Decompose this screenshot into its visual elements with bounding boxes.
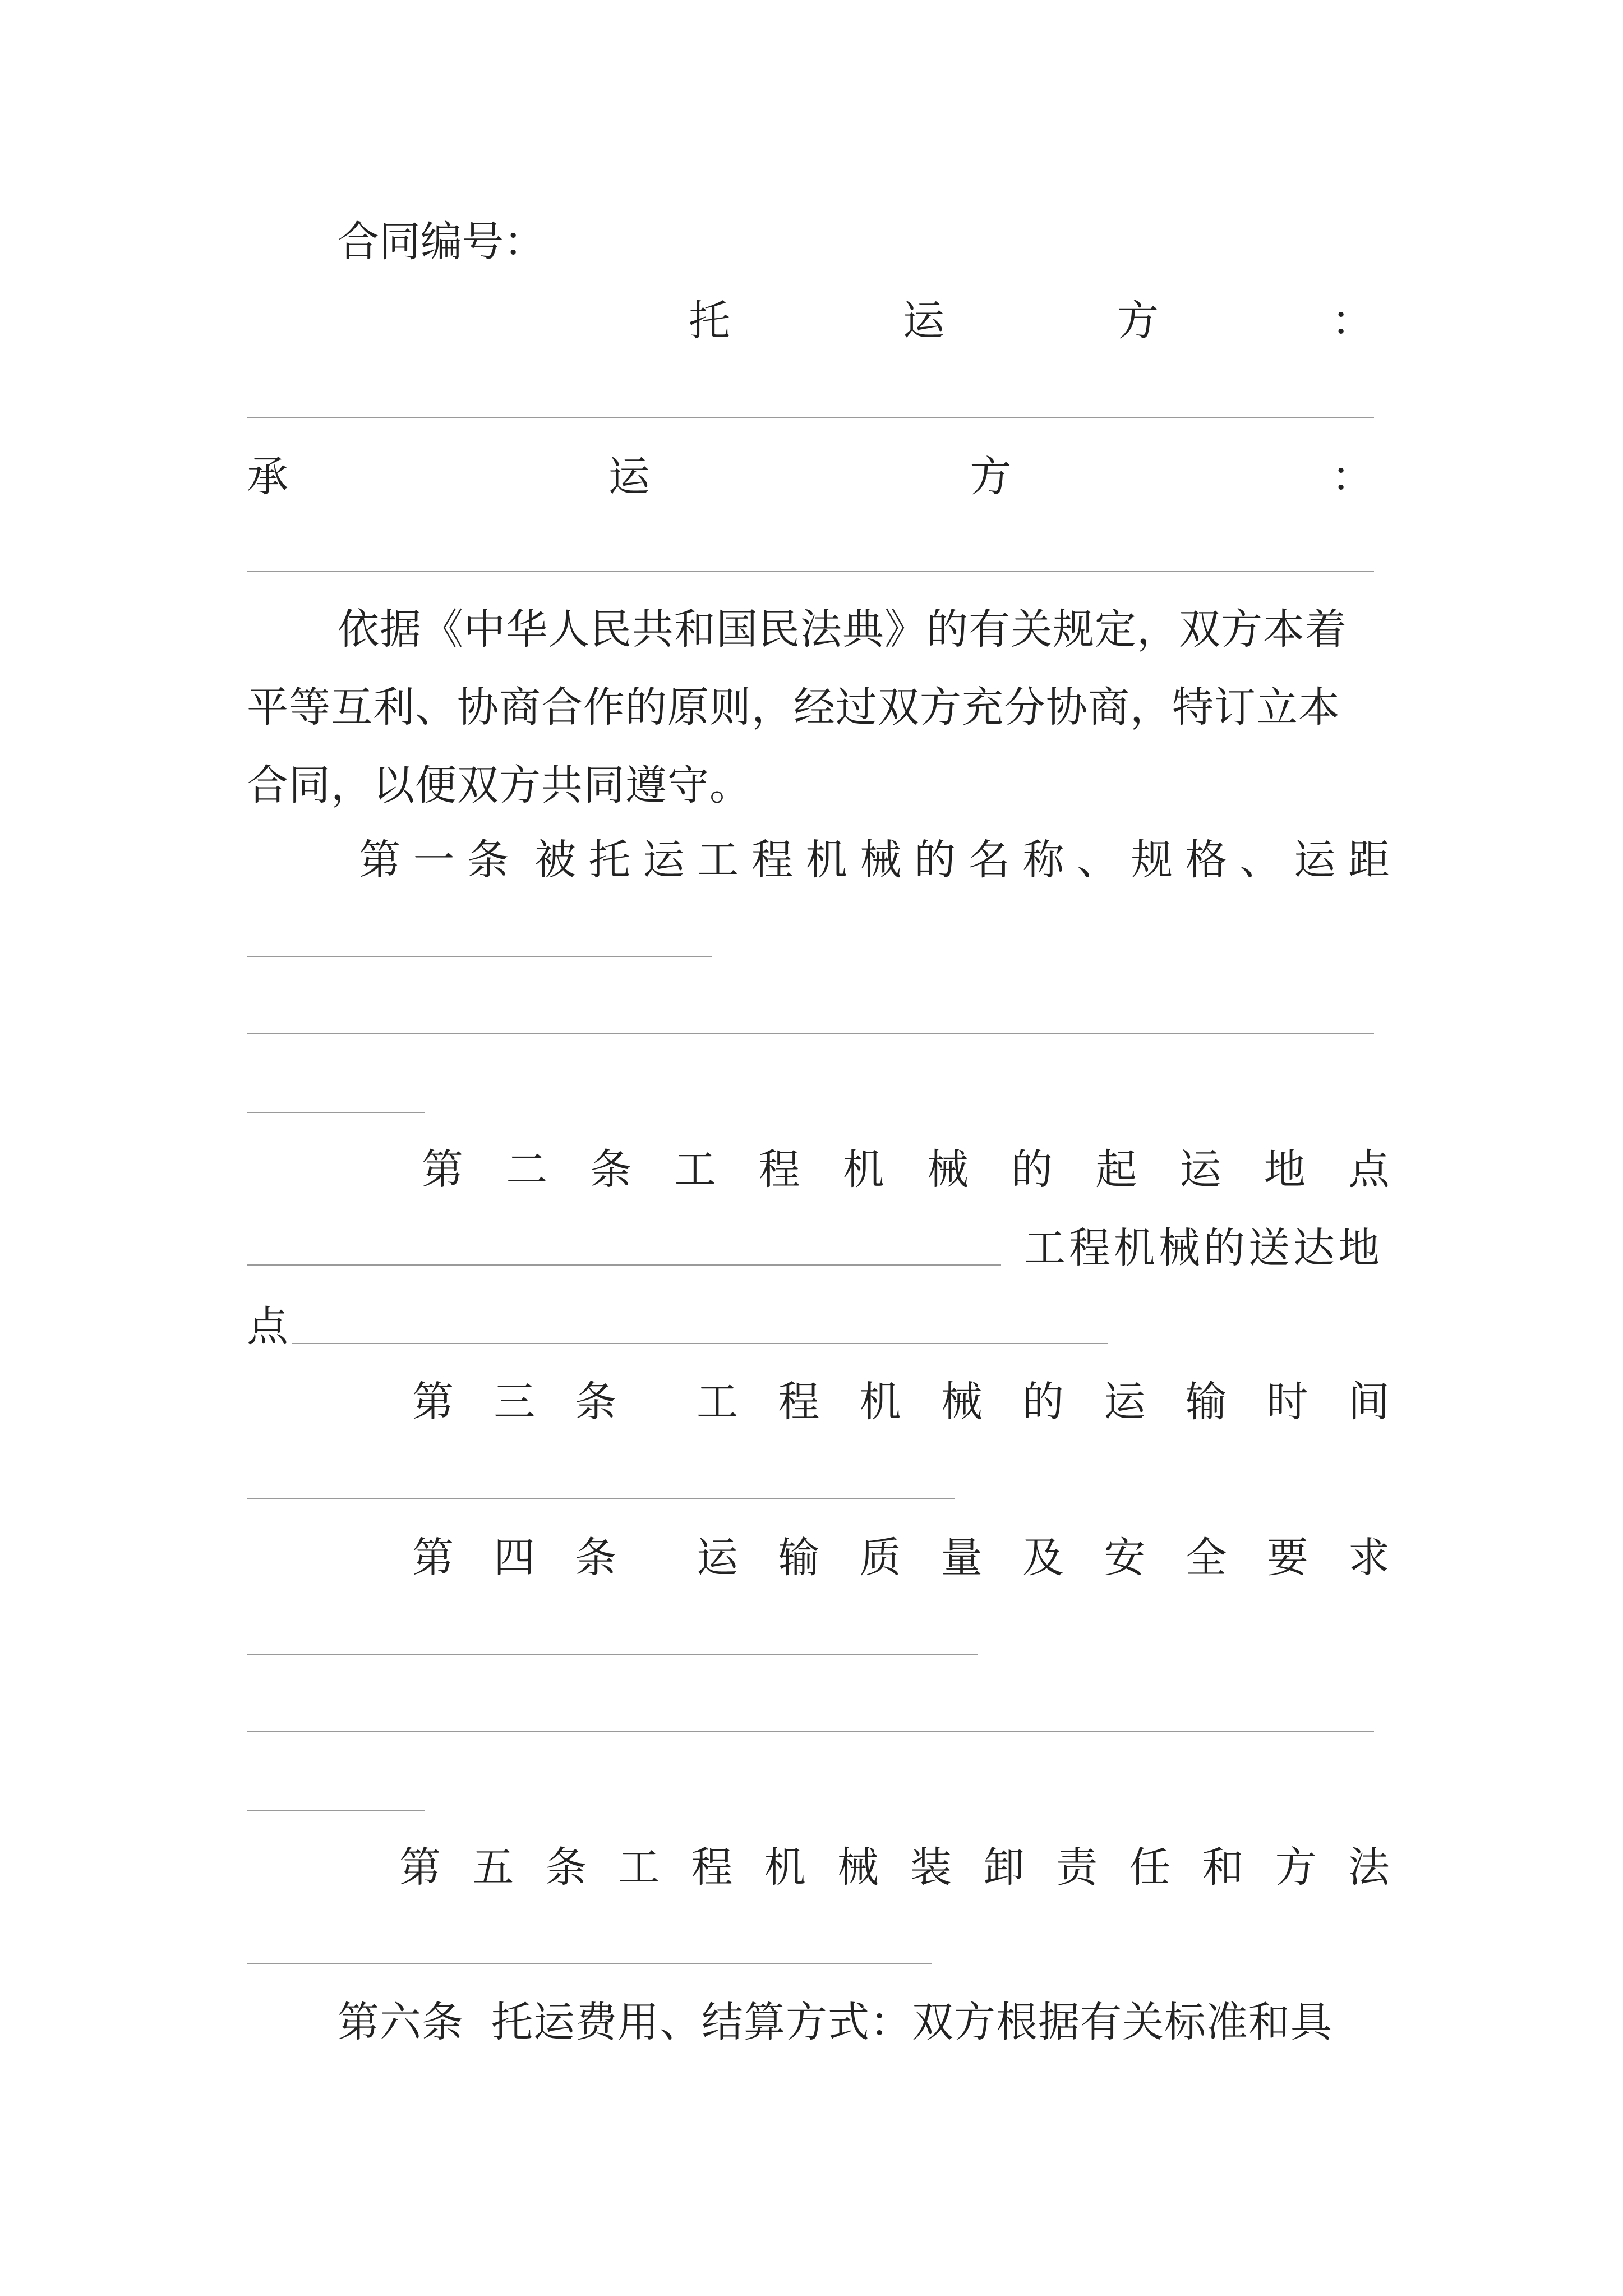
article-3-char: 三: [494, 1378, 536, 1426]
article-1-blank-line-2: [247, 1033, 1374, 1034]
article-4-char: 量: [940, 1534, 983, 1582]
article-3-blank-line: [247, 1498, 955, 1499]
article-3-char: 的: [1022, 1378, 1064, 1426]
article-3-char: 运: [1104, 1378, 1146, 1426]
article-1-heading: [359, 836, 1390, 884]
article-1-char: 机: [805, 836, 847, 884]
article-1-char: 名: [968, 836, 1010, 884]
article-5-char: 条: [545, 1843, 587, 1892]
shipper-char: ：: [1331, 297, 1373, 345]
article-5-char: 械: [837, 1843, 879, 1892]
article-1-char: 械: [860, 836, 902, 884]
article-6-text: 第六条 托运费用、结算方式：双方根据有关标准和具: [338, 1998, 1333, 2046]
intro-line-1: 依据《中华人民共和国民法典》的有关规定，双方本着: [338, 605, 1347, 654]
article-1-char: 规: [1131, 836, 1173, 884]
article-3-char: 第: [412, 1378, 454, 1426]
article-1-char: 第: [359, 836, 400, 884]
article-5-heading: [399, 1843, 1390, 1892]
article-1-blank-line-3: [247, 1112, 425, 1113]
article-5-char: 五: [472, 1843, 514, 1892]
article-3-char: 工: [697, 1378, 738, 1426]
shipper-blank-line: [247, 417, 1374, 418]
intro-line-3: 合同，以便双方共同遵守。: [247, 761, 751, 809]
article-1-char: 工: [697, 836, 739, 884]
article-2-char: 地: [1264, 1145, 1306, 1194]
article-4-char: 四: [494, 1534, 536, 1582]
article-3-char: 输: [1185, 1378, 1227, 1426]
shipper-char: 运: [903, 297, 944, 345]
article-1-char: 的: [914, 836, 956, 884]
article-2-char: 的: [1011, 1145, 1053, 1194]
article-1-char: 、: [1077, 836, 1119, 884]
article-1-char: 距: [1348, 836, 1390, 884]
carrier-char: ：: [1331, 453, 1373, 501]
article-1-char: 、: [1239, 836, 1281, 884]
article-1-char: 运: [1294, 836, 1336, 884]
article-5-char: 机: [764, 1843, 806, 1892]
article-2-char: 运: [1179, 1145, 1221, 1194]
article-3-char: 时: [1266, 1378, 1308, 1426]
contract-number-label: 合同编号：: [338, 218, 545, 266]
article-1-char: 运: [643, 836, 685, 884]
article-4-char: 第: [412, 1534, 454, 1582]
article-3-char: 械: [940, 1378, 983, 1426]
article-4-char: 条: [575, 1534, 617, 1582]
article-1-blank-line-1: [247, 956, 712, 957]
article-1-char: 条: [467, 836, 509, 884]
shipper-char: 方: [1117, 297, 1159, 345]
shipper-label: [689, 297, 1373, 345]
carrier-label: [247, 453, 1373, 501]
article-4-char: 求: [1348, 1534, 1390, 1582]
article-5-char: 和: [1202, 1843, 1244, 1892]
carrier-char: 承: [247, 453, 288, 501]
article-2-char: 工: [674, 1145, 716, 1194]
article-2-char: 点: [1348, 1145, 1390, 1194]
article-5-char: 法: [1348, 1843, 1390, 1892]
article-2-char: 条: [590, 1145, 632, 1194]
article-5-char: 工: [618, 1843, 660, 1892]
article-3-char: 条: [575, 1378, 617, 1426]
article-2-char: 二: [506, 1145, 548, 1194]
article-4-blank-line-3: [247, 1810, 425, 1811]
article-4-char: 要: [1266, 1534, 1308, 1582]
article-2-char: 械: [927, 1145, 969, 1194]
article-1-char: 一: [413, 836, 455, 884]
article-4-heading: [412, 1534, 1390, 1582]
article-5-blank-line: [247, 1963, 932, 1964]
article-4-char: 质: [859, 1534, 901, 1582]
article-2-char: 机: [842, 1145, 884, 1194]
article-3-char: 程: [778, 1378, 820, 1426]
article-2-char: 第: [422, 1145, 463, 1194]
article-1-char: 被: [534, 836, 576, 884]
article-3-char: 间: [1348, 1378, 1390, 1426]
shipper-char: 托: [689, 297, 730, 345]
carrier-blank-line: [247, 571, 1374, 572]
carrier-char: 运: [608, 453, 650, 501]
article-5-char: 责: [1056, 1843, 1098, 1892]
article-2-char: 程: [758, 1145, 800, 1194]
intro-line-2: 平等互利、协商合作的原则，经过双方充分协商，特订立本: [247, 683, 1340, 731]
article-1-char: 托: [588, 836, 630, 884]
article-1-char: 称: [1022, 836, 1064, 884]
article-2-destination-tail: 点: [247, 1303, 288, 1351]
article-4-char: 及: [1022, 1534, 1064, 1582]
article-4-char: 全: [1185, 1534, 1227, 1582]
article-2-destination-label: 工程机械的送达地: [1024, 1224, 1383, 1272]
article-2-heading: [422, 1145, 1390, 1194]
article-5-char: 方: [1275, 1843, 1317, 1892]
article-4-blank-line-1: [247, 1654, 978, 1655]
article-2-destination-blank-line: [292, 1343, 1108, 1344]
article-5-char: 第: [399, 1843, 441, 1892]
article-1-char: 程: [751, 836, 793, 884]
article-3-heading: [412, 1378, 1390, 1426]
article-2-char: 起: [1095, 1145, 1137, 1194]
article-1-char: 格: [1185, 836, 1227, 884]
article-5-char: 任: [1129, 1843, 1171, 1892]
article-4-char: 输: [778, 1534, 820, 1582]
article-5-char: 程: [691, 1843, 733, 1892]
article-3-char: 机: [859, 1378, 901, 1426]
article-5-char: 卸: [983, 1843, 1025, 1892]
article-2-origin-blank-line: [247, 1264, 1001, 1266]
article-4-char: 安: [1104, 1534, 1146, 1582]
article-4-blank-line-2: [247, 1731, 1374, 1732]
carrier-char: 方: [970, 453, 1012, 501]
article-5-char: 装: [910, 1843, 952, 1892]
article-4-char: 运: [697, 1534, 738, 1582]
